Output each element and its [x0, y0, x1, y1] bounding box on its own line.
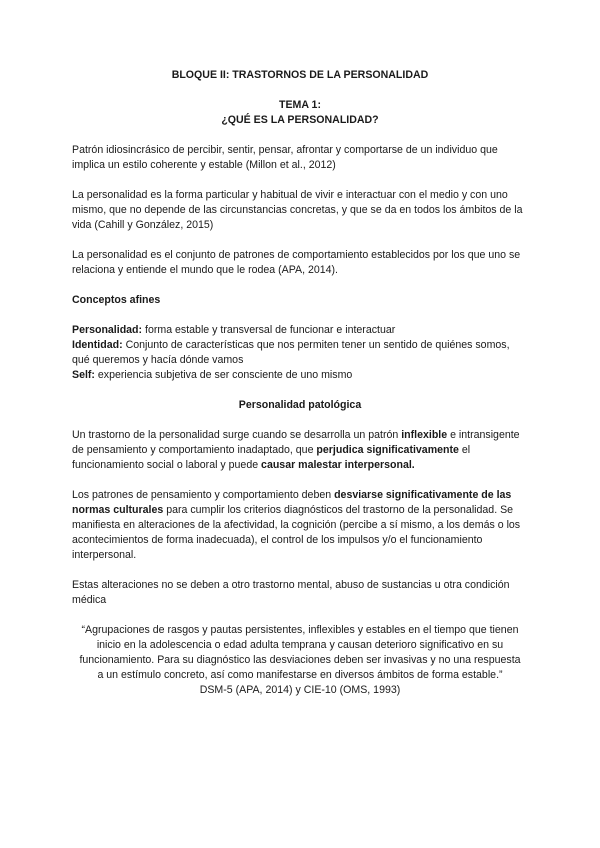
- text-run: Los patrones de pensamiento y comportamiento deben: [72, 489, 335, 501]
- related-concepts-list: [72, 323, 528, 383]
- concept-self: [72, 368, 528, 383]
- pathological-paragraph-1: [72, 428, 528, 473]
- text-run: para cumplir los criterios diagnósticos del trastorno de la personalidad. Se manifiesta en alteraciones de la afectividad, la cognición (percibe a sí mismo, a los demás o los acontecimientos de forma inadecuada), el control de los impulsos y/o el funcionamiento interpersonal.: [72, 504, 521, 561]
- topic-number: TEMA 1:: [279, 99, 321, 111]
- concept-identidad: [72, 338, 528, 368]
- topic-header: [72, 98, 528, 128]
- related-concepts-heading: Conceptos afines: [72, 294, 161, 306]
- text-run: el funcionamiento social o laboral y puede: [72, 444, 471, 471]
- pathological-paragraph-3: Estas alteraciones no se deben a otro trastorno mental, abuso de sustancias u otra condición médica: [72, 579, 510, 606]
- document-page: [72, 68, 528, 698]
- emphasis-run: perjudica significativamente: [316, 444, 459, 456]
- concept-text: forma estable y transversal de funcionar e interactuar: [142, 324, 396, 336]
- concept-personalidad: [72, 323, 528, 338]
- pathological-heading: Personalidad patológica: [238, 399, 362, 411]
- text-run: Un trastorno de la personalidad surge cuando se desarrolla un patrón: [72, 429, 402, 441]
- topic-question: ¿QUÉ ES LA PERSONALIDAD?: [221, 114, 379, 126]
- diagnostic-quote: “Agrupaciones de rasgos y pautas persistentes, inflexibles y estables en el tiempo que tienen inicio en la adolescencia o edad adulta temprana y causan deterioro significativo en su funcionamiento. Para su diagnóstico las desviaciones deben ser invasivas y no una respuesta a un estímulo concreto, así como manifestarse en diversos ámbitos de forma estable.”: [79, 624, 521, 681]
- text-run: e intransigente de pensamiento y comportamiento inadaptado, que: [72, 429, 520, 456]
- definition-apa: La personalidad es el conjunto de patrones de comportamiento establecidos por los que uno se relaciona y entiende el mundo que le rodea (APA, 2014).: [72, 249, 521, 276]
- quote-citation: DSM-5 (APA, 2014) y CIE-10 (OMS, 1993): [199, 684, 401, 696]
- concept-term: Identidad:: [72, 339, 123, 351]
- block-title: BLOQUE II: TRASTORNOS DE LA PERSONALIDAD: [171, 69, 429, 81]
- concept-term: Personalidad:: [72, 324, 143, 336]
- definition-millon: Patrón idiosincrásico de percibir, sentir, pensar, afrontar y comportarse de un individuo que implica un estilo coherente y estable (Millon et al., 2012): [72, 144, 498, 171]
- definition-cahill: La personalidad es la forma particular y habitual de vivir e interactuar con el medio y con uno mismo, que no depende de las circunstancias concretas, y que se da en todos los ámbitos de la vida (Cahill y González, 2015): [72, 189, 523, 231]
- concept-term: Self:: [72, 369, 95, 381]
- concept-text: experiencia subjetiva de ser consciente de uno mismo: [94, 369, 353, 381]
- emphasis-run: desviarse significativamente de las normas culturales: [72, 489, 512, 516]
- emphasis-run: causar malestar interpersonal.: [261, 459, 415, 471]
- pathological-paragraph-2: [72, 488, 528, 563]
- emphasis-run: inflexible: [401, 429, 448, 441]
- concept-text: Conjunto de características que nos permiten tener un sentido de quiénes somos, qué queremos y hacía dónde vamos: [72, 339, 510, 366]
